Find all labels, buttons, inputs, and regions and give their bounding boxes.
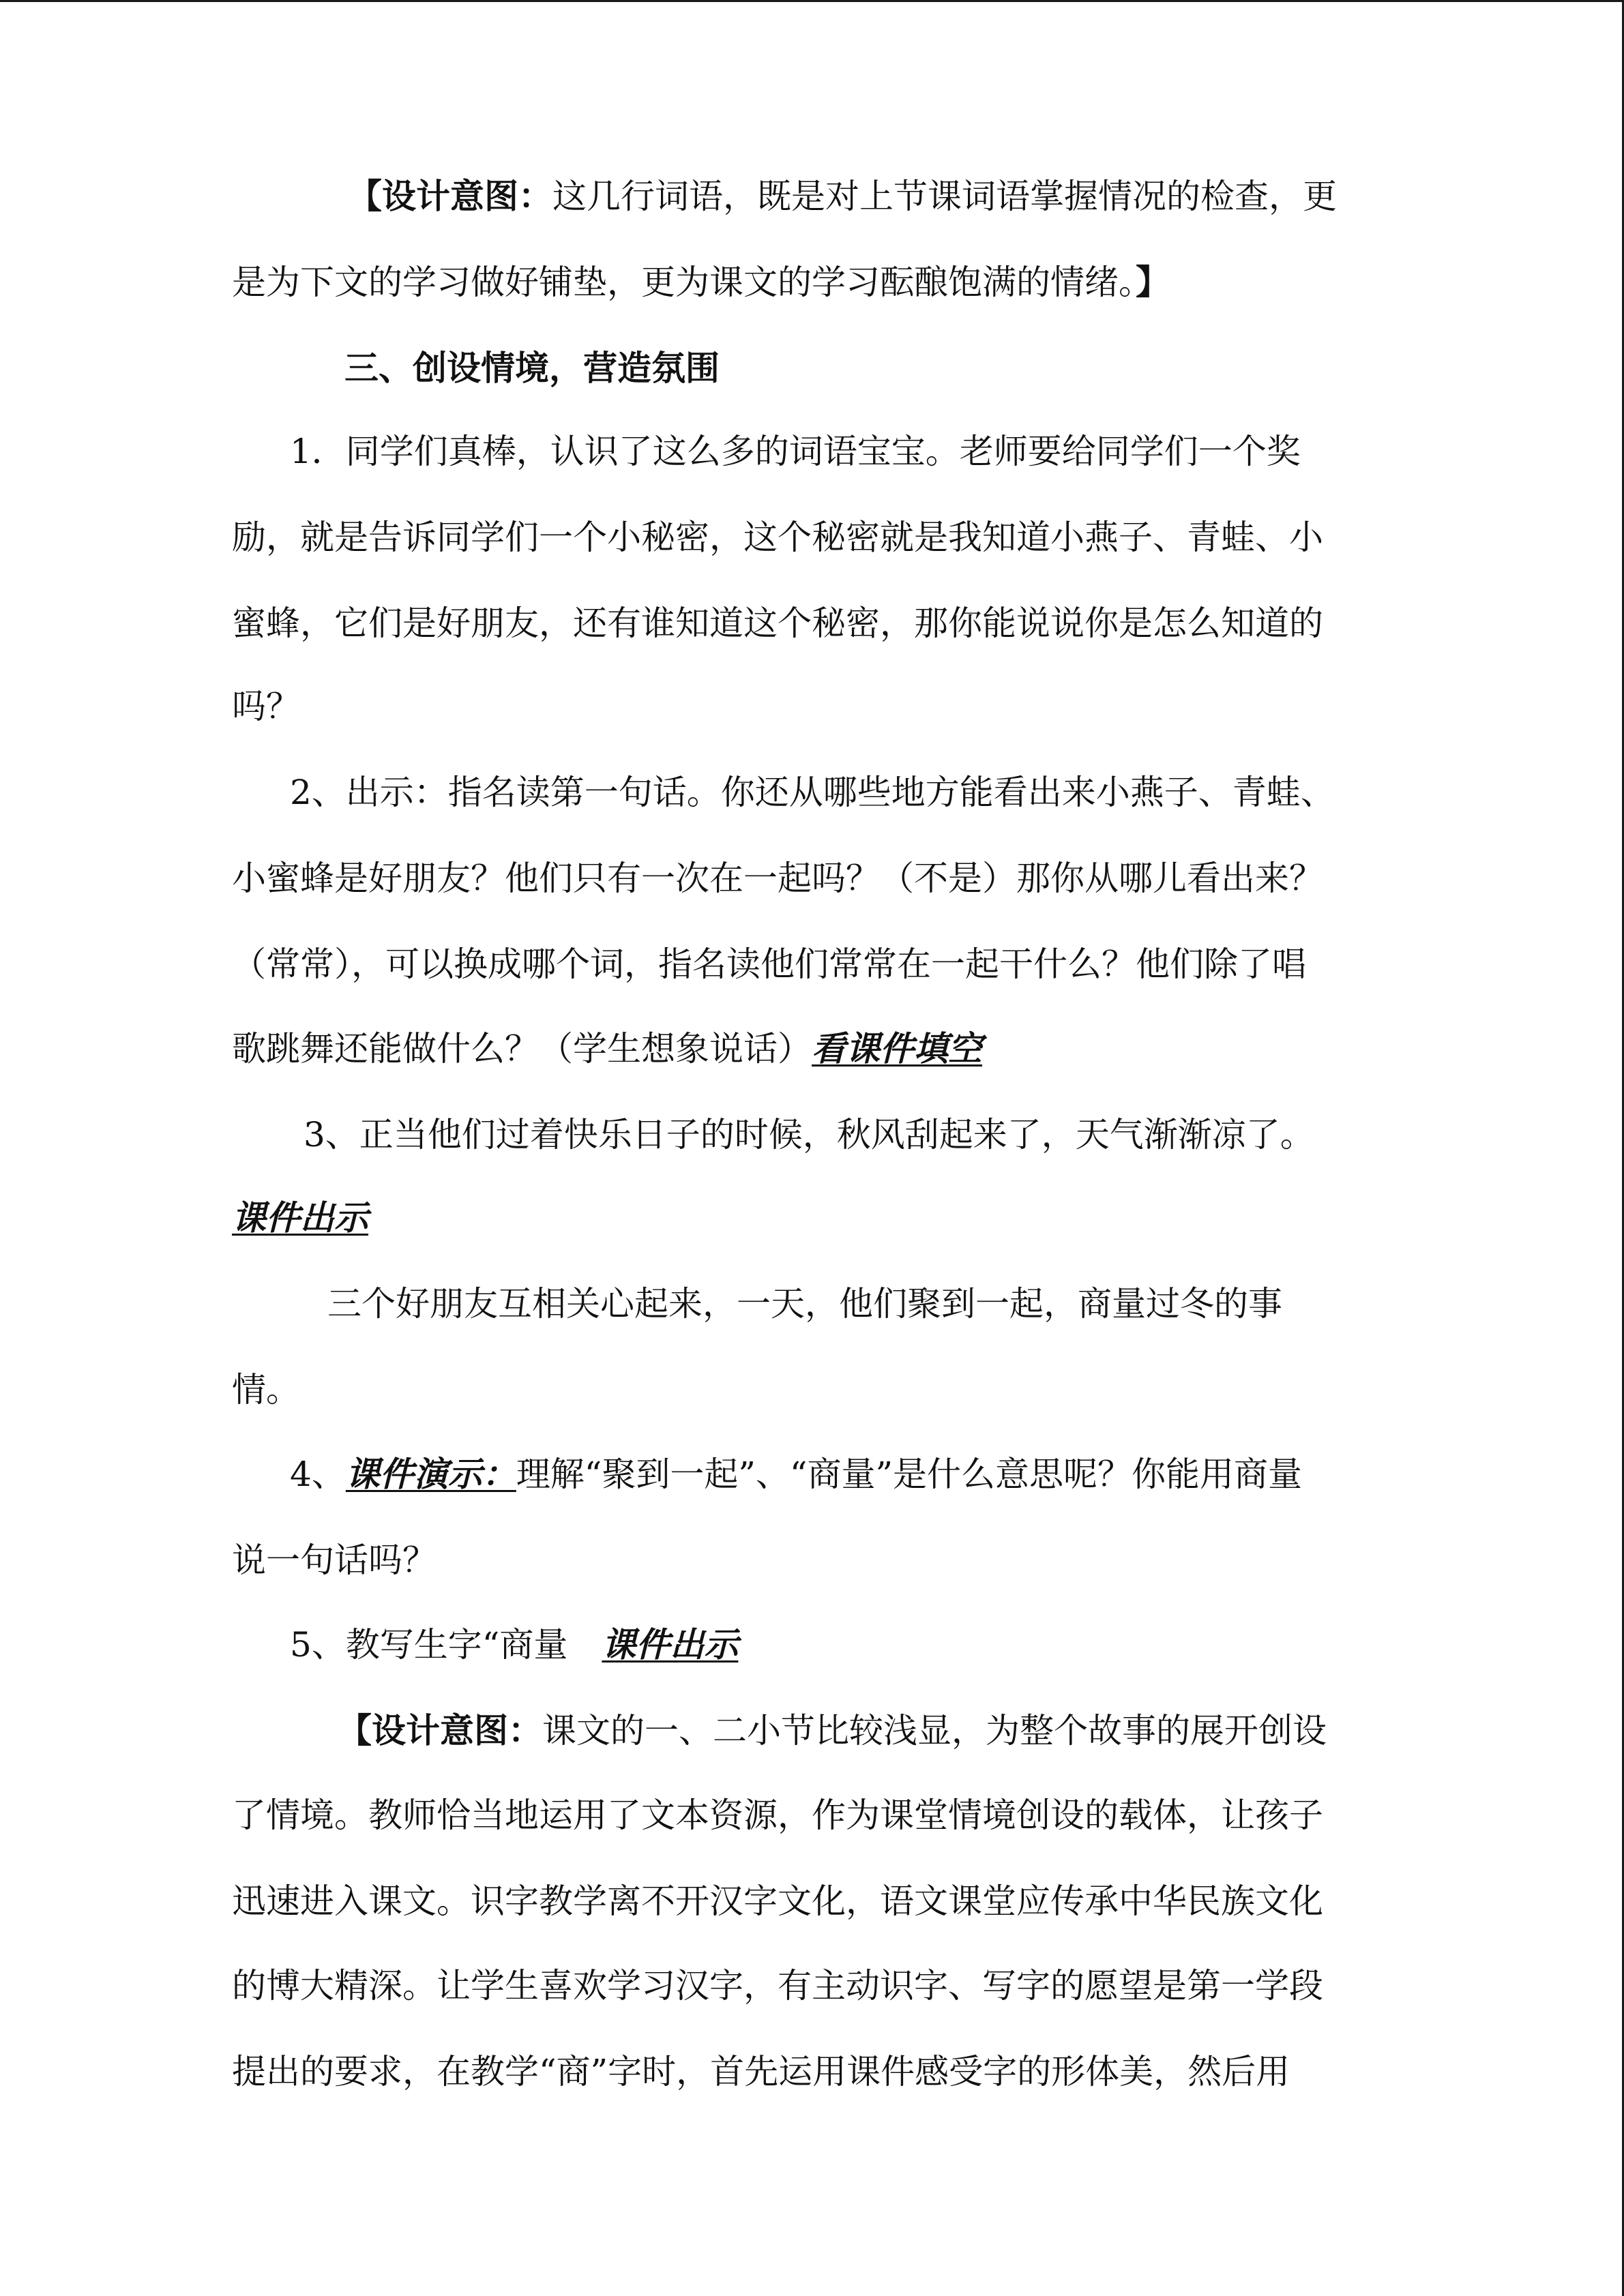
paragraph-line bbox=[290, 431, 1301, 472]
line-text: （常常），可以换成哪个词，指名读他们常常在一起干什么？他们除了唱 bbox=[232, 944, 1306, 984]
line-text: 】 bbox=[1136, 262, 1170, 302]
line-text: 5、教写生字“商量 bbox=[290, 1625, 602, 1665]
section-heading bbox=[344, 348, 720, 389]
paragraph-line bbox=[232, 1795, 1323, 1836]
line-text: 这几行词语，既是对上节课词语掌握情况的检查，更 bbox=[552, 177, 1337, 216]
paragraph-line bbox=[232, 1028, 982, 1069]
line-text: 蜜蜂，它们是好朋友，还有谁知道这个秘密，那你能说说你是怎么知道的 bbox=[232, 603, 1323, 643]
courseware-note: 课件出示 bbox=[232, 1197, 368, 1238]
line-text: 2、出示：指名读第一句话。你还从哪些地方能看出来小燕子、青蛙、 bbox=[290, 773, 1335, 812]
line-text: 课文的一、二小节比较浅显，为整个故事的展开创设 bbox=[542, 1711, 1327, 1750]
courseware-note: 看课件填空 bbox=[812, 1028, 982, 1069]
paragraph-line bbox=[290, 1454, 1302, 1495]
paragraph-line bbox=[232, 603, 1323, 644]
paragraph-line bbox=[338, 1710, 1327, 1751]
line-text: 提出的要求，在教学“商”字时，首先运用课件感受字的形体美，然后用 bbox=[232, 2052, 1290, 2091]
paragraph-line bbox=[232, 1540, 437, 1581]
paragraph-line bbox=[290, 772, 1335, 813]
paragraph-line bbox=[232, 1369, 300, 1410]
line-text: 励，就是告诉同学们一个小秘密，这个秘密就是我知道小燕子、青蛙、小 bbox=[232, 518, 1323, 557]
line-text: 情。 bbox=[232, 1370, 300, 1410]
paragraph-line bbox=[232, 858, 1323, 899]
line-text: 是为下文的学习做好铺垫，更为课文的学习酝酿饱满的情绪。 bbox=[232, 263, 1136, 302]
design-intent-label: 【设计意图： bbox=[338, 1710, 542, 1750]
line-text: 三个好朋友互相关心起来，一天，他们聚到一起，商量过冬的事 bbox=[327, 1284, 1282, 1324]
line-text: 说一句话吗？ bbox=[232, 1540, 437, 1580]
line-text: 小蜜蜂是好朋友？他们只有一次在一起吗？（不是）那你从哪儿看出来？ bbox=[232, 859, 1323, 898]
courseware-note: 课件出示 bbox=[602, 1624, 739, 1665]
line-text: 歌跳舞还能做什么？（学生想象说话） bbox=[232, 1029, 812, 1069]
paragraph-line bbox=[232, 517, 1323, 558]
line-text: 了情境。教师恰当地运用了文本资源，作为课堂情境创设的载体，让孩子 bbox=[232, 1795, 1323, 1835]
paragraph-line bbox=[290, 1624, 738, 1665]
paragraph-line bbox=[232, 262, 1170, 303]
paragraph-line bbox=[232, 1197, 368, 1238]
line-text: 的博大精深。让学生喜欢学习汉字，有主动识字、写字的愿望是第一学段 bbox=[232, 1966, 1323, 2006]
courseware-note: 课件演示： bbox=[345, 1454, 516, 1494]
page-top-border bbox=[0, 0, 1624, 2]
paragraph-line bbox=[327, 1283, 1282, 1324]
paragraph-line bbox=[304, 1114, 1314, 1155]
line-text: 3、正当他们过着快乐日子的时候，秋风刮起来了，天气渐渐凉了。 bbox=[304, 1115, 1314, 1154]
paragraph-line bbox=[232, 686, 300, 727]
design-intent-label: 【设计意图： bbox=[348, 176, 552, 216]
paragraph-line bbox=[232, 2051, 1290, 2092]
paragraph-line bbox=[232, 944, 1306, 985]
paragraph-line bbox=[232, 1965, 1323, 2006]
line-text: 迅速进入课文。识字教学离不开汉字文化，语文课堂应传承中华民族文化 bbox=[232, 1881, 1323, 1921]
line-text: 吗？ bbox=[232, 687, 300, 726]
paragraph-line bbox=[232, 1881, 1323, 1922]
line-text: 理解“聚到一起”、“商量”是什么意思呢？你能用商量 bbox=[516, 1455, 1303, 1494]
section-heading-text: 三、创设情境，营造氛围 bbox=[344, 348, 720, 388]
line-text: 4、 bbox=[290, 1455, 346, 1494]
paragraph-line bbox=[348, 176, 1337, 217]
line-text: 1．同学们真棒，认识了这么多的词语宝宝。老师要给同学们一个奖 bbox=[290, 432, 1301, 471]
